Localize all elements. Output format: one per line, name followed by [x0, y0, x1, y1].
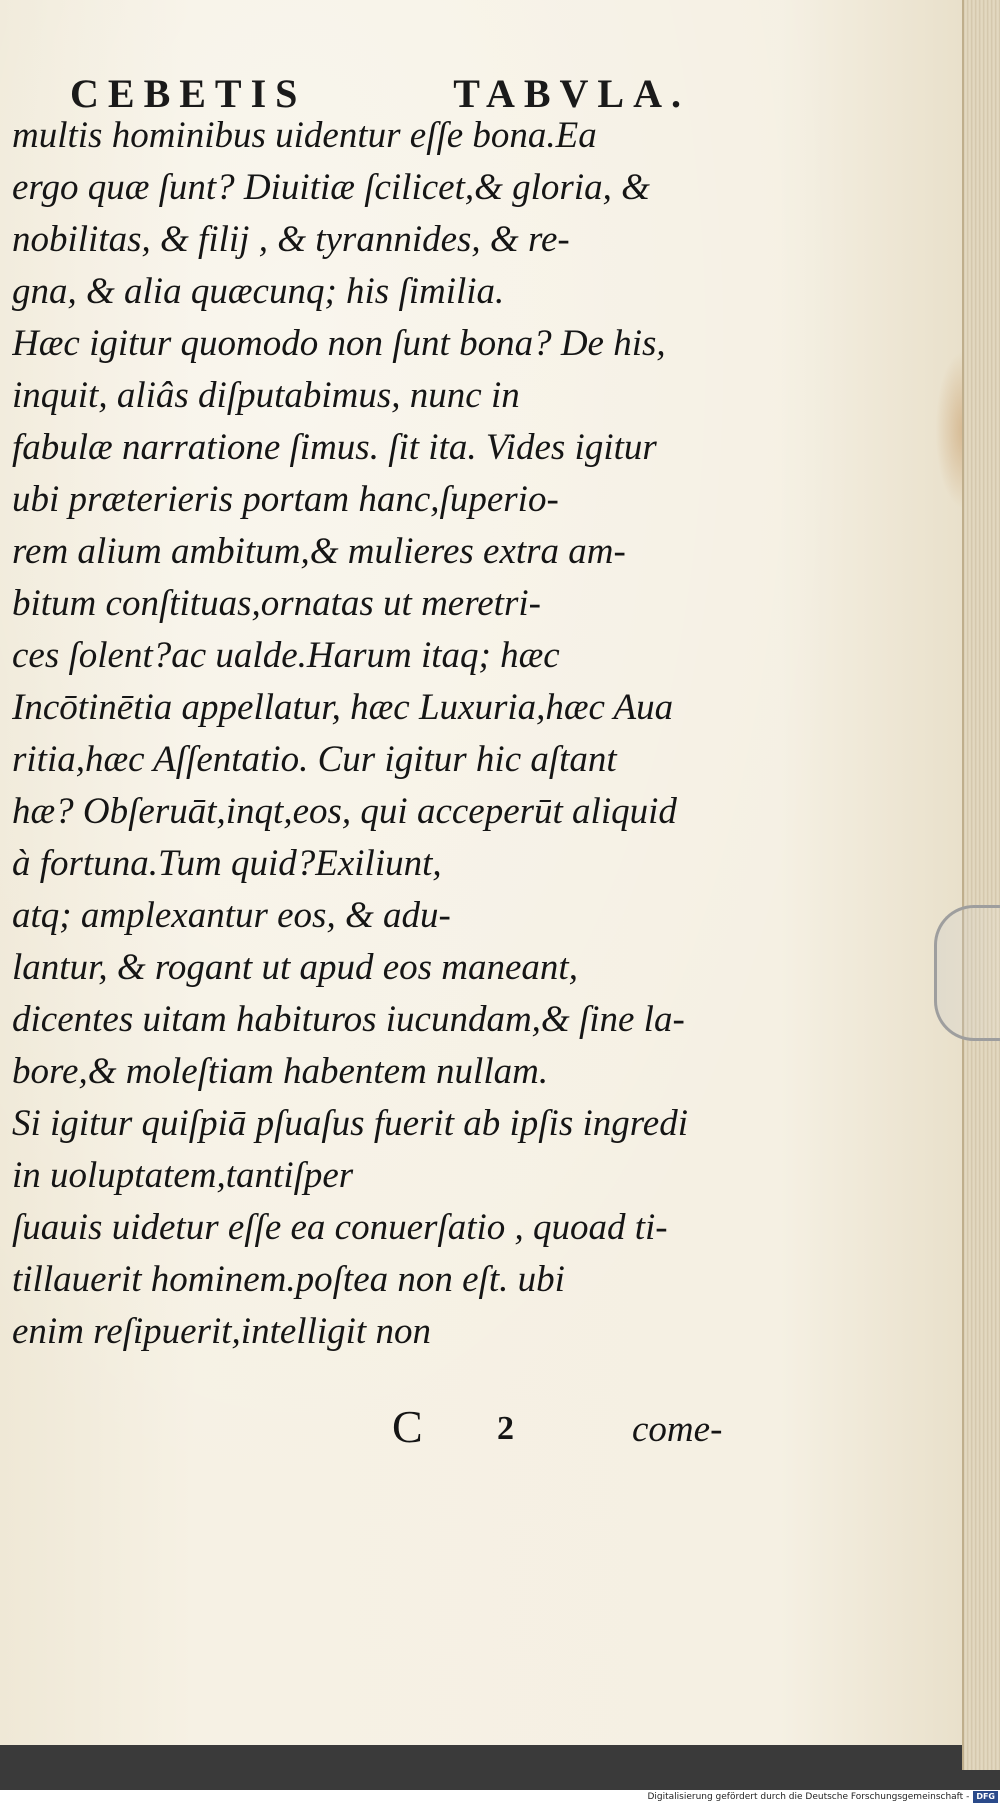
- text-line: atq; amplexantur eos, & adu-: [12, 895, 451, 936]
- text-line: dicentes uitam habituros iucundam,& ſine la-: [12, 999, 685, 1040]
- text-line: Hæc igitur quomodo non ſunt bona? De his,: [12, 323, 666, 364]
- text-line: in uoluptatem,tantiſper: [12, 1155, 354, 1196]
- signature-mark: C: [392, 1401, 423, 1452]
- page-edges: [962, 0, 1000, 1770]
- dfg-logo-icon: DFG: [973, 1791, 998, 1803]
- text-line: Si igitur quiſpiā pſuaſus fuerit ab ipſis ingredi: [12, 1103, 688, 1144]
- text-line: rem alium ambitum,& mulieres extra am-: [12, 531, 626, 572]
- text-line: inquit, aliâs diſputabimus, nunc in: [12, 375, 520, 416]
- text-line: gna, & alia quæcunq; his ſimilia.: [12, 271, 505, 312]
- credit-text: Digitalisierung gefördert durch die Deutsche Forschungsgemeinschaft -: [647, 1792, 970, 1802]
- text-line: multis hominibus uidentur eſſe bona.Ea: [12, 115, 597, 156]
- text-line: ritia,hæc Aſſentatio. Cur igitur hic aſtant: [12, 739, 617, 780]
- text-line: Incōtinētia appellatur, hæc Luxuria,hæc Aua: [12, 687, 674, 728]
- text-line: bore,& moleſtiam habentem nullam.: [12, 1051, 549, 1092]
- text-line: tillauerit hominem.poſtea non eſt. ubi: [12, 1259, 565, 1300]
- text-line: nobilitas, & filij , & tyrannides, & re-: [12, 219, 570, 260]
- signature-number: 2: [497, 1410, 514, 1447]
- text-line: ſuauis uidetur eſſe ea conuerſatio , quoad ti-: [12, 1207, 668, 1248]
- clip-decoration: [934, 905, 1000, 1041]
- digitization-credit: [643, 1790, 1000, 1804]
- text-line: ubi præterieris portam hanc,ſuperio-: [12, 479, 559, 520]
- text-line: enim reſipuerit,intelligit non: [12, 1311, 431, 1352]
- text-line: à fortuna.Tum quid?Exiliunt,: [12, 843, 442, 884]
- body-text: [12, 110, 732, 1358]
- running-head-right: TABVLA.: [453, 71, 690, 116]
- catchword: come-: [632, 1409, 723, 1450]
- text-line: ces ſolent?ac ualde.Harum itaq; hæc: [12, 635, 560, 676]
- text-line: bitum conſtituas,ornatas ut meretri-: [12, 583, 541, 624]
- text-line: fabulæ narratione ſimus. ſit ita. Vides igitur: [12, 427, 657, 468]
- text-line: hæ? Obſeruāt,inqt,eos, qui acceperūt aliquid: [12, 791, 677, 832]
- running-head-left: CEBETIS: [70, 71, 307, 116]
- page-footer: [0, 1400, 975, 1460]
- text-line: ergo quæ ſunt? Diuitiæ ſcilicet,& gloria, &: [12, 167, 650, 208]
- text-line: lantur, & rogant ut apud eos maneant,: [12, 947, 578, 988]
